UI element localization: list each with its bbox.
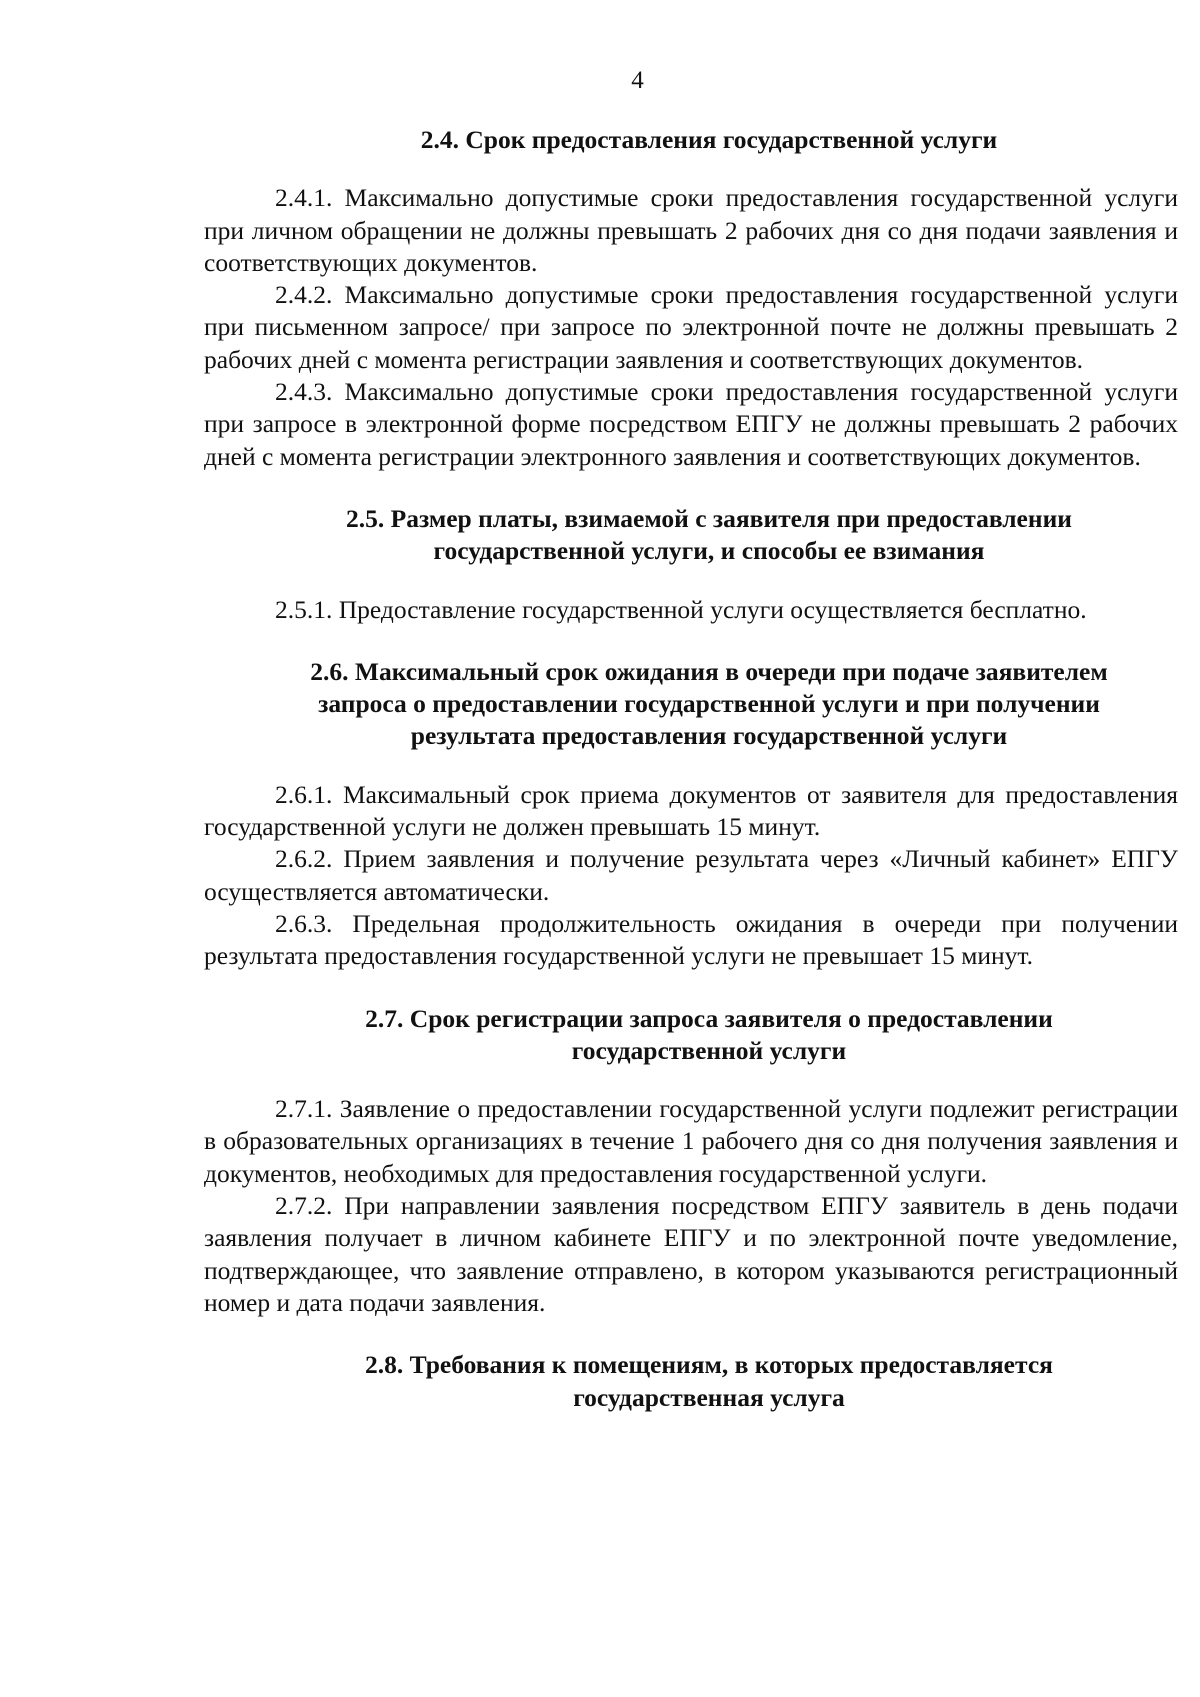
paragraph: 2.7.1. Заявление о предоставлении государственной услуги подлежит регистрации в образовательных организациях в течение 1 рабочего дня со дня получения заявления и документов, необходимых для предоставления государственной услуги. bbox=[204, 1094, 1178, 1188]
paragraph: 2.4.3. Максимально допустимые сроки предоставления государственной услуги при запросе в электронной форме посредством ЕПГУ не должны превышать 2 рабочих дней с момента регистрации электронного заявления и соответствующих документов. bbox=[204, 377, 1178, 471]
section-heading-line: 2.6. Максимальный срок ожидания в очереди при подаче заявителем bbox=[310, 656, 1108, 686]
page-number: 4 bbox=[631, 67, 644, 94]
paragraph: 2.6.2. Прием заявления и получение результата через «Личный кабинет» ЕПГУ осуществляется автоматически. bbox=[204, 844, 1178, 906]
section-heading-line: запроса о предоставлении государственной услуги и при получении bbox=[318, 689, 1100, 719]
paragraph: 2.5.1. Предоставление государственной услуги осуществляется бесплатно. bbox=[275, 594, 1087, 624]
section-heading-line: 2.5. Размер платы, взимаемой с заявителя при предоставлении bbox=[346, 503, 1072, 533]
paragraph: 2.4.1. Максимально допустимые сроки предоставления государственной услуги при личном обращении не должны превышать 2 рабочих дня со дня подачи заявления и соответствующих документов. bbox=[204, 183, 1178, 277]
section-heading-line: государственная услуга bbox=[573, 1382, 845, 1412]
section-heading: 2.4. Срок предоставления государственной услуги bbox=[420, 125, 998, 154]
document-body bbox=[204, 124, 1178, 1414]
section-2-7 bbox=[204, 1003, 1178, 1320]
section-heading-line: 2.7. Срок регистрации запроса заявителя о предоставлении bbox=[365, 1003, 1053, 1033]
section-2-4 bbox=[204, 124, 1178, 473]
paragraph: 2.4.2. Максимально допустимые сроки предоставления государственной услуги при письменном запросе/ при запросе по электронной почте не должны превышать 2 рабочих дней с момента регистрации заявления и соответствующих документов. bbox=[204, 280, 1178, 374]
section-heading-line: государственной услуги, и способы ее взимания bbox=[433, 536, 985, 566]
section-2-5 bbox=[204, 503, 1178, 626]
section-2-8 bbox=[204, 1349, 1178, 1414]
section-heading-line: 2.8. Требования к помещениям, в которых предоставляется bbox=[365, 1350, 1053, 1380]
paragraph: 2.6.3. Предельная продолжительность ожидания в очереди при получении результата предоставления государственной услуги не превышает 15 минут. bbox=[204, 908, 1178, 971]
section-heading-line: результата предоставления государственной услуги bbox=[410, 721, 1008, 751]
section-heading-line: государственной услуги bbox=[571, 1035, 847, 1065]
paragraph: 2.7.2. При направлении заявления посредством ЕПГУ заявитель в день подачи заявления получает в личном кабинете ЕПГУ и по электронной почте уведомление, подтверждающее, что заявление отправлено, в котором указываются регистрационный номер и дата подачи заявления. bbox=[204, 1191, 1178, 1317]
paragraph: 2.6.1. Максимальный срок приема документов от заявителя для предоставления государственной услуги не должен превышать 15 минут. bbox=[204, 779, 1178, 842]
section-2-6 bbox=[204, 656, 1178, 973]
